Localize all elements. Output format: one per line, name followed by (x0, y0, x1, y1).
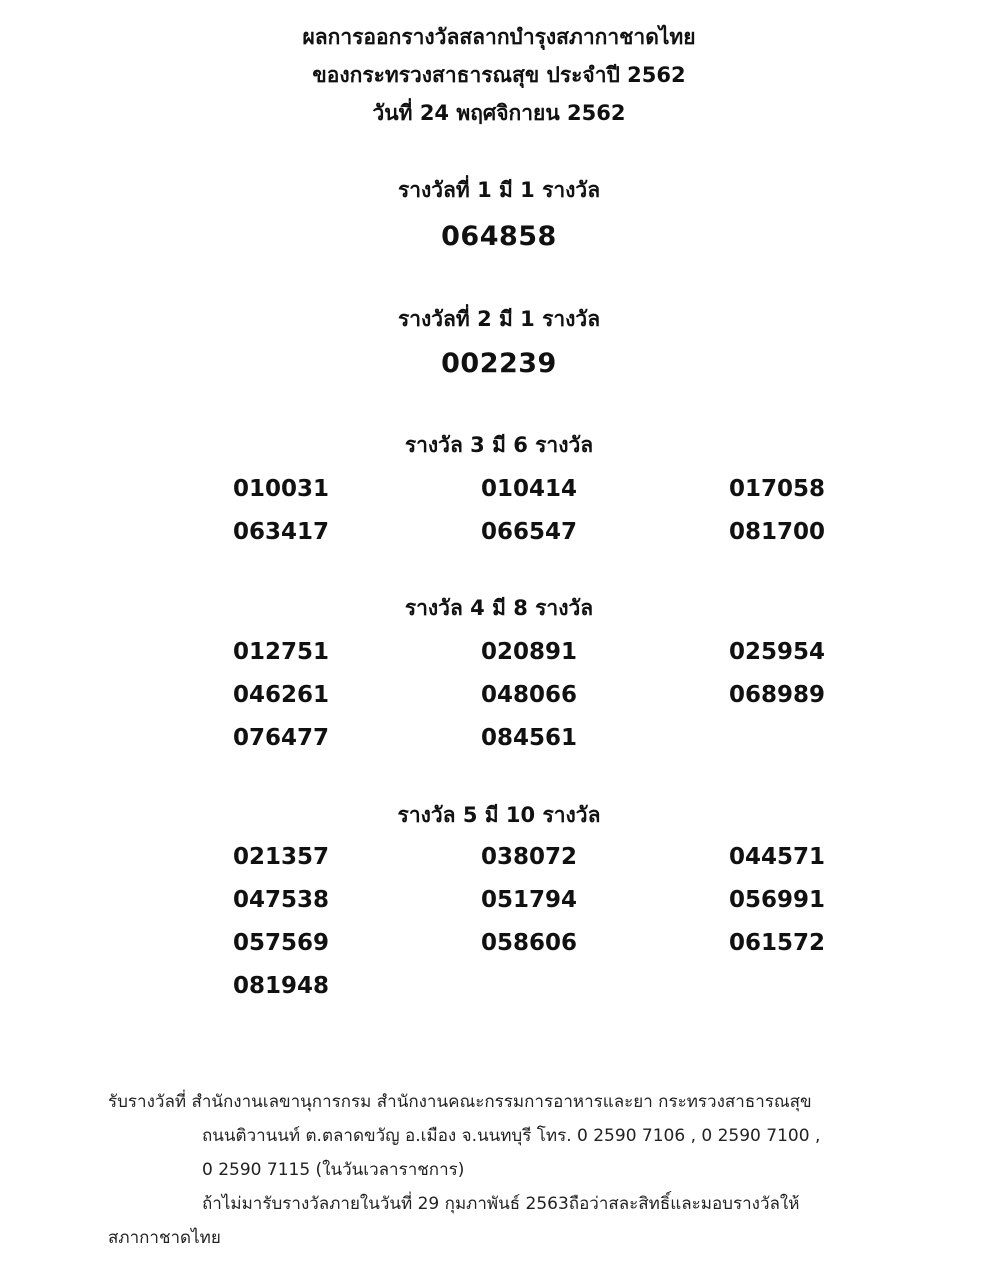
prize5-number: 061572 (729, 929, 826, 956)
prize5-number: 051794 (481, 886, 578, 913)
prize3-numbers-grid (233, 467, 833, 553)
prize5-number: 058606 (481, 929, 578, 956)
prize1-number: 064858 (441, 221, 557, 252)
prize3-number: 066547 (481, 518, 578, 545)
header-organization: ของกระทรวงสาธารณสุข ประจำปี 2562 (312, 63, 686, 87)
prize4-number: 020891 (481, 638, 578, 665)
prize5-number: 038072 (481, 843, 578, 870)
document-header (0, 18, 998, 132)
prize4-number: 048066 (481, 681, 578, 708)
claim-instructions (108, 1085, 908, 1255)
claim-address-line: ถนนติวานนท์ ต.ตลาดขวัญ อ.เมือง จ.นนทบุรี โทร. 0 2590 7106 , 0 2590 7100 , (202, 1126, 821, 1146)
prize3-number: 017058 (729, 475, 826, 502)
prize5-number: 021357 (233, 843, 330, 870)
prize5-numbers-grid (233, 835, 833, 1007)
prize3-number: 063417 (233, 518, 330, 545)
prize4-title: รางวัล 4 มี 8 รางวัล (404, 596, 594, 620)
prize3-number: 010031 (233, 475, 330, 502)
prize5-number: 057569 (233, 929, 330, 956)
claim-beneficiary-line: สภากาชาดไทย (108, 1228, 221, 1248)
prize5-number: 081948 (233, 972, 330, 999)
prize5-number: 047538 (233, 886, 330, 913)
prize4-numbers-grid (233, 630, 833, 759)
prize5-number: 044571 (729, 843, 826, 870)
prize4-number: 012751 (233, 638, 330, 665)
prize3-title: รางวัล 3 มี 6 รางวัล (404, 433, 594, 457)
prize4-number: 068989 (729, 681, 826, 708)
prize4-number: 025954 (729, 638, 826, 665)
prize2-number: 002239 (441, 348, 557, 379)
prize3-number: 081700 (729, 518, 826, 545)
header-date: วันที่ 24 พฤศจิกายน 2562 (372, 101, 626, 125)
claim-deadline-line: ถ้าไม่มารับรางวัลภายในวันที่ 29 กุมภาพันธ์ 2563ถือว่าสละสิทธิ์และมอบรางวัลให้ (202, 1194, 800, 1214)
prize5-number: 056991 (729, 886, 826, 913)
claim-location-line: รับรางวัลที่ สำนักงานเลขานุการกรม สำนักงานคณะกรรมการอาหารและยา กระทรวงสาธารณสุข (108, 1092, 812, 1112)
prize2-title: รางวัลที่ 2 มี 1 รางวัล (397, 307, 601, 331)
header-title: ผลการออกรางวัลสลากบำรุงสภากาชาดไทย (302, 25, 696, 49)
prize4-number: 046261 (233, 681, 330, 708)
prize3-number: 010414 (481, 475, 578, 502)
prize4-number: 084561 (481, 724, 578, 751)
prize1-title: รางวัลที่ 1 มี 1 รางวัล (397, 178, 601, 202)
claim-phone-line: 0 2590 7115 (ในวันเวลาราชการ) (202, 1160, 465, 1180)
prize5-title: รางวัล 5 มี 10 รางวัล (397, 803, 601, 827)
prize4-number: 076477 (233, 724, 330, 751)
